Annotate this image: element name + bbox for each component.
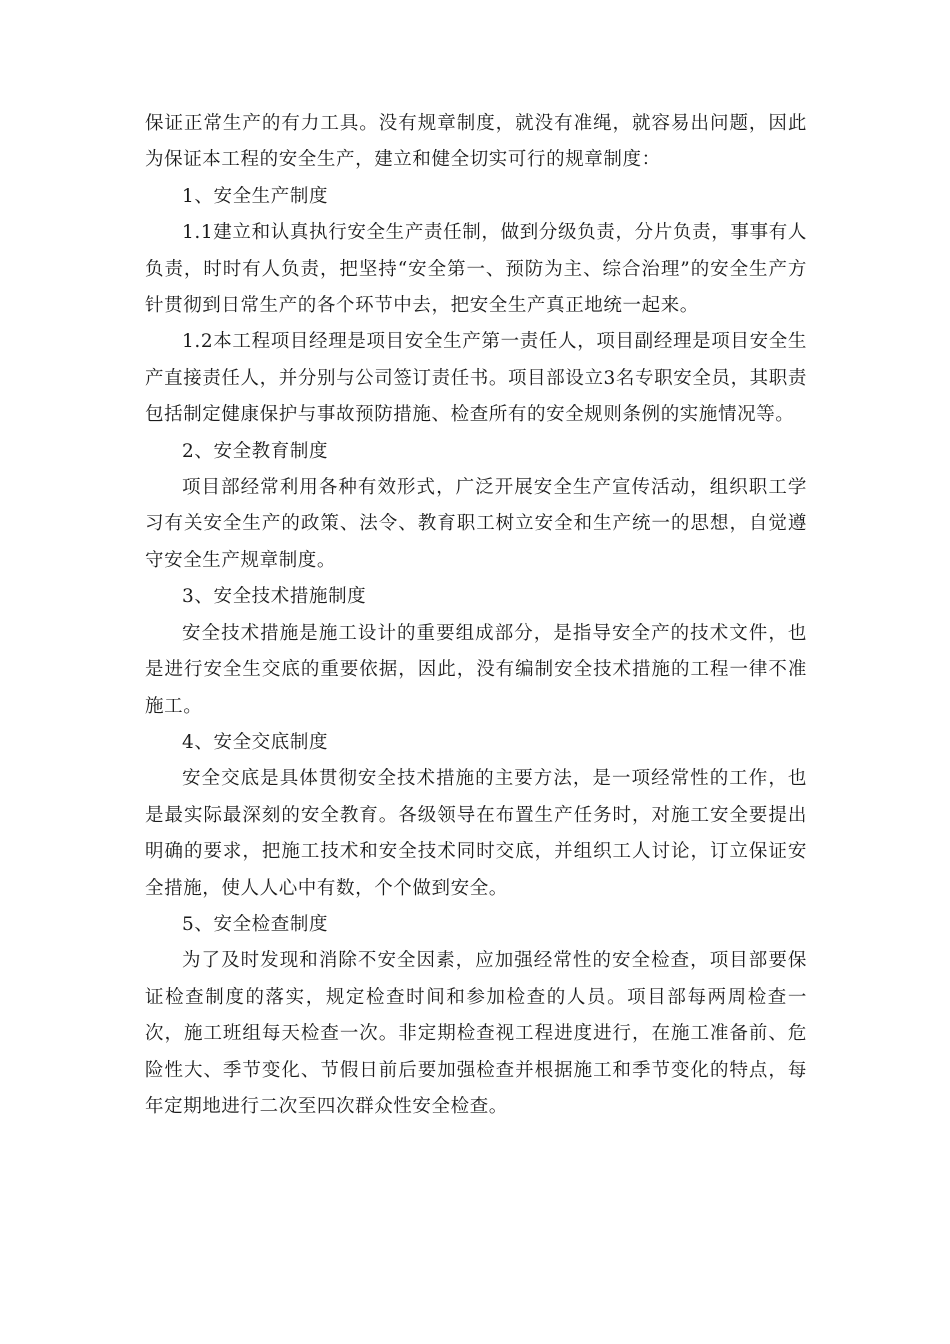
paragraph-5: 为了及时发现和消除不安全因素，应加强经常性的安全检查，项目部要保证检查制度的落实，规定检查时间和参加检查的人员。项目部每两周检查一次，施工班组每天检查一次。非定期检查视工程进度进行，在施工准备前、危险性大、季节变化、节假日前后要加强检查并根据施工和季节变化的特点，每年定期地进行二次至四次群众性安全检查。	[145, 950, 807, 1117]
paragraph-2: 项目部经常利用各种有效形式，广泛开展安全生产宣传活动，组织职工学习有关安全生产的政策、法令、教育职工树立安全和生产统一的思想，自觉遵守安全生产规章制度。	[145, 477, 807, 571]
section-heading-3: 3、安全技术措施制度	[182, 586, 367, 608]
section-heading-4: 4、安全交底制度	[182, 731, 329, 753]
paragraph-1-2: 1.2本工程项目经理是项目安全生产第一责任人，项目副经理是项目安全生产直接责任人，并分别与公司签订责任书。项目部设立3名专职安全员，其职责包括制定健康保护与事故预防措施、检查所有的安全规则条例的实施情况等。	[145, 331, 807, 426]
document-body	[145, 106, 807, 1125]
paragraph-4: 安全交底是具体贯彻安全技术措施的主要方法，是一项经常性的工作，也是最实际最深刻的安全教育。各级领导在布置生产任务时，对施工安全要提出明确的要求，把施工技术和安全技术同时交底，并组织工人讨论，订立保证安全措施，使人人心中有数，个个做到安全。	[145, 768, 807, 899]
section-heading-1: 1、安全生产制度	[182, 185, 329, 207]
paragraph-1-1: 1.1建立和认真执行安全生产责任制，做到分级负责，分片负责，事事有人负责，时时有人负责，把坚持“安全第一、预防为主、综合治理”的安全生产方针贯彻到日常生产的各个环节中去，把安全生产真正地统一起来。	[145, 222, 807, 317]
section-heading-5: 5、安全检查制度	[182, 913, 329, 935]
section-heading-2: 2、安全教育制度	[182, 440, 329, 462]
paragraph-intro: 保证正常生产的有力工具。没有规章制度，就没有准绳，就容易出问题，因此为保证本工程的安全生产，建立和健全切实可行的规章制度：	[145, 113, 807, 171]
paragraph-3: 安全技术措施是施工设计的重要组成部分，是指导安全产的技术文件，也是进行安全生交底的重要依据，因此，没有编制安全技术措施的工程一律不准施工。	[145, 622, 807, 717]
